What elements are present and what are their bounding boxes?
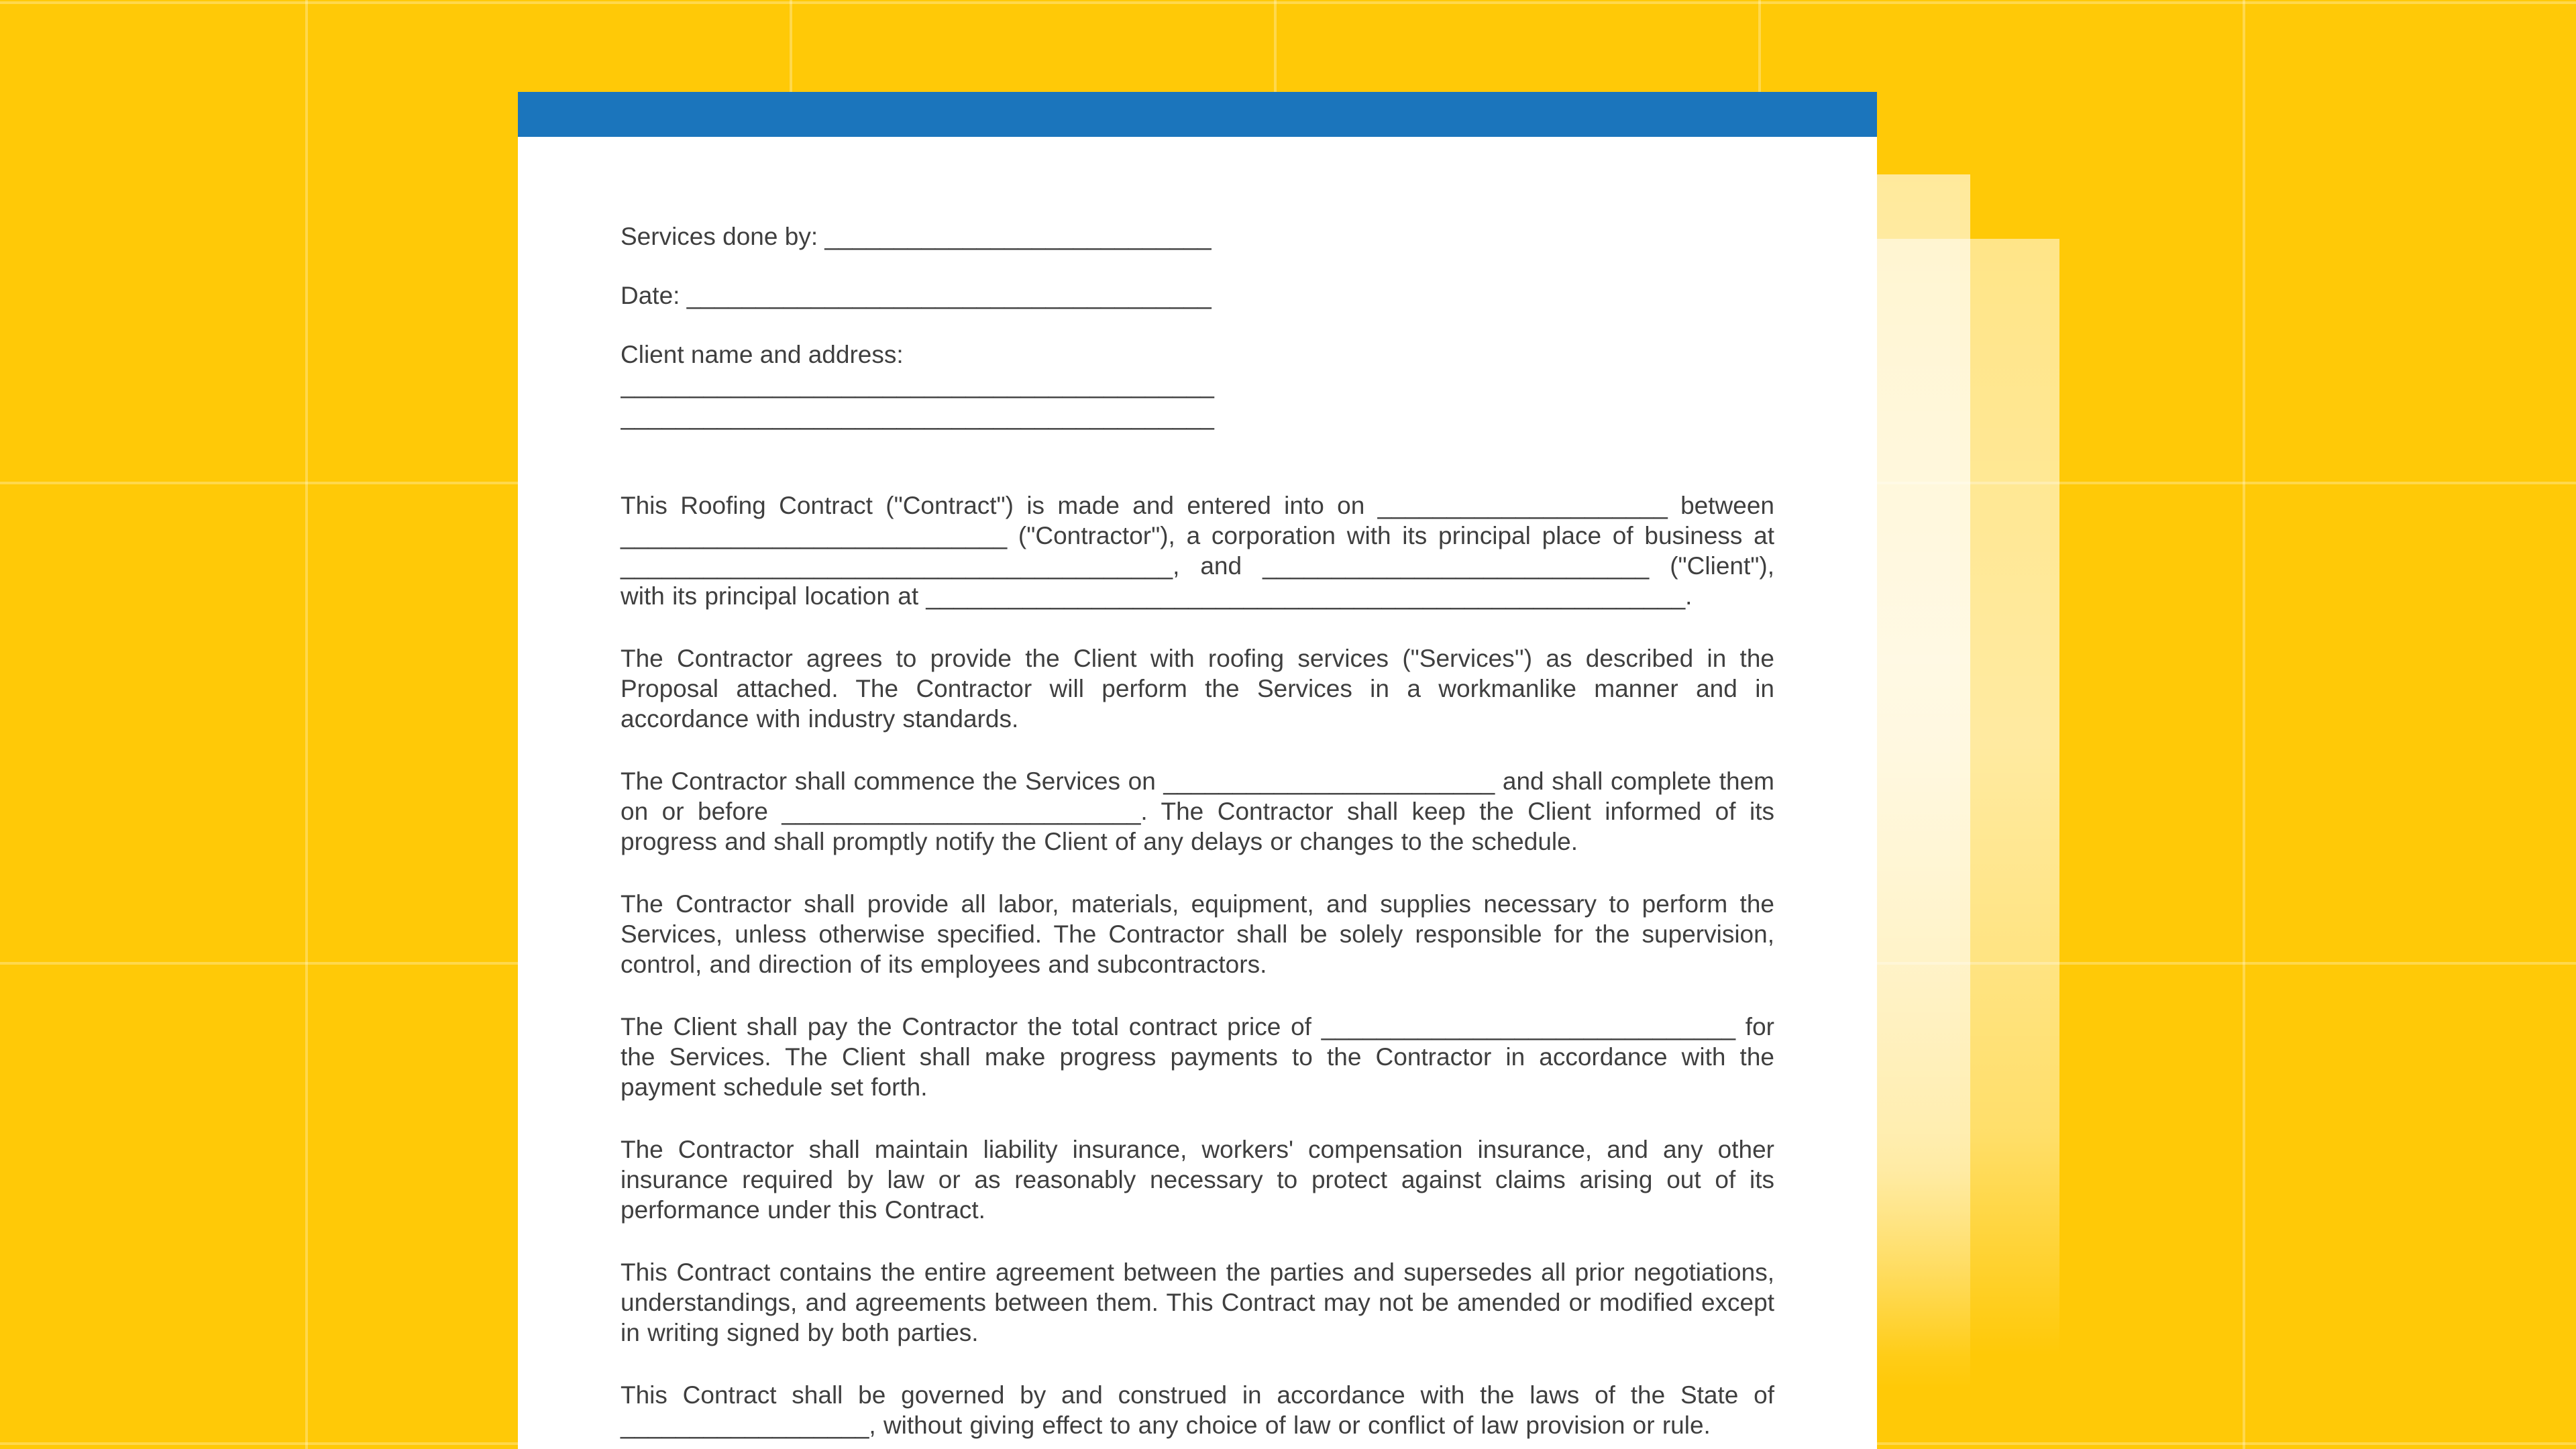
- contract-paragraph-governing-law: This Contract shall be governed by and construed in accordance with the laws of the State of __________________, without giving effect to any choice of law or conflict of law provision or rule.: [621, 1381, 1774, 1439]
- field-date: Date: ______________________________________: [621, 282, 1212, 309]
- document-body: [518, 137, 1877, 1440]
- contract-paragraph-schedule: The Contractor shall commence the Services on ________________________ and shall complete them on or before __________________________. The Contractor shall keep the Client informed of its progress and shall promptly notify the Client of any delays or changes to the schedule.: [621, 767, 1774, 855]
- highlight-rectangle-front: [1877, 174, 1970, 1389]
- field-client-name-address-label: Client name and address:: [621, 341, 904, 368]
- grid-line-vertical: [2243, 0, 2245, 1449]
- contract-paragraph-labor-materials: The Contractor shall provide all labor, materials, equipment, and supplies necessary to perform the Services, unless otherwise specified. The Contractor shall be solely responsible for the supervision, control, and direction of its employees and subcontractors.: [621, 890, 1774, 978]
- grid-line-vertical: [305, 0, 308, 1449]
- contract-paragraph-payment: The Client shall pay the Contractor the total contract price of ______________________________ for the Services. The Client shall make progress payments to the Contractor in accordance with the payment schedule set forth.: [621, 1013, 1774, 1101]
- field-services-done-by: Services done by: ____________________________: [621, 223, 1212, 250]
- contract-paragraph-entire-agreement: This Contract contains the entire agreement between the parties and supersedes all prior negotiations, understandings, and agreements between them. This Contract may not be amended or modified except in writing signed by both parties.: [621, 1258, 1774, 1346]
- document-header-bar: [518, 92, 1877, 137]
- grid-line-horizontal: [0, 1, 2576, 4]
- contract-document-page: [518, 92, 1877, 1449]
- contract-paragraph-services: The Contractor agrees to provide the Client with roofing services ("Services'') as described in the Proposal attached. The Contractor will perform the Services in a workmanlike manner and in accordance with industry standards.: [621, 645, 1774, 733]
- contract-paragraph-parties: This Roofing Contract ("Contract") is made and entered into on _____________________ between ____________________________ ("Contractor"), a corporation with its principal place of business at ________________________________________, and ____________________________ ("Client"), with its principal location at _______________________________________________________.: [621, 492, 1774, 610]
- client-address-blank-line-1: ___________________________________________: [621, 371, 1214, 398]
- client-address-blank-line-2: ___________________________________________: [621, 402, 1214, 430]
- contract-paragraph-insurance: The Contractor shall maintain liability insurance, workers' compensation insurance, and any other insurance required by law or as reasonably necessary to protect against claims arising out of its performance under this Contract.: [621, 1136, 1774, 1224]
